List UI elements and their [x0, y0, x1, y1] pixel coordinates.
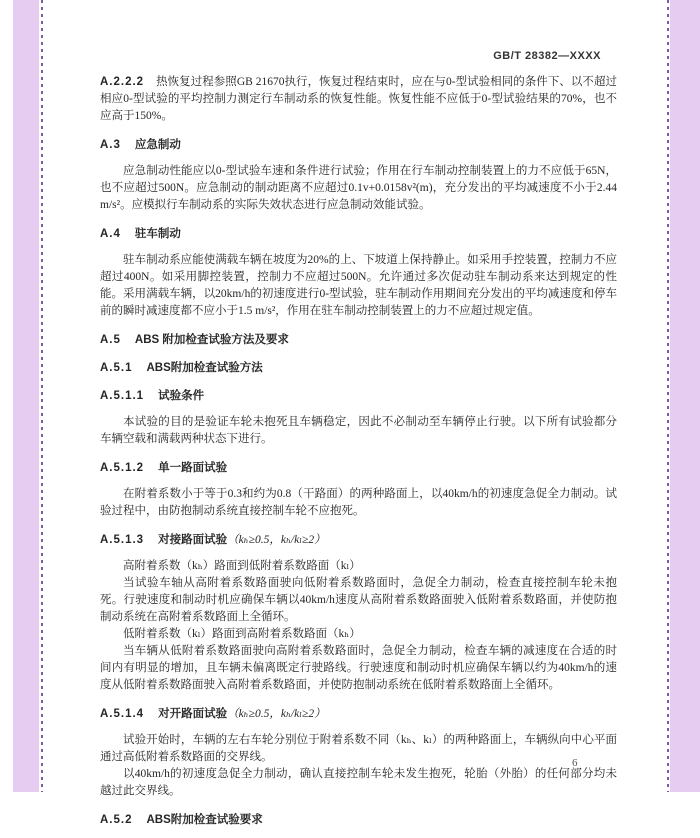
clause-number: A.5.1.1	[100, 390, 145, 402]
heading-title: 对接路面试验	[158, 534, 228, 546]
left-edge-band	[13, 0, 39, 792]
section-heading	[100, 813, 617, 828]
right-dashed-border	[667, 0, 669, 792]
paragraph: 应急制动性能应以0-型试验车速和条件进行试验；作用在行车制动控制装置上的力不应低于65N，也不应超过500N。应急制动的制动距离不应超过0.1v+0.0158v²(m)，充分发出的平均减速度不小于2.44 m/s²。应模拟行车制动系的实际失效状态进行应急制动效能试验。	[100, 165, 617, 211]
heading-formula: （kₕ≥0.5，kₕ/kₗ≥2）	[227, 708, 326, 720]
right-edge-band	[670, 0, 700, 792]
heading-title: 单一路面试验	[158, 462, 228, 474]
clause-number: A.4	[100, 228, 121, 240]
paragraph: 试验开始时，车辆的左右车轮分别位于附着系数不同（kₕ、kₗ）的两种路面上，车辆纵向中心平面通过高低附着系数路面的交界线。	[100, 734, 617, 763]
paragraph: 本试验的目的是验证车轮未抱死且车辆稳定，因此不必制动至车辆停止行驶。以下所有试验都分车辆空载和满载两种状态下进行。	[100, 416, 617, 445]
heading-title: ABS附加检查试验要求	[146, 814, 263, 826]
section-heading	[100, 533, 617, 548]
clause-number: A.5.1.3	[100, 534, 145, 546]
clause-number: A.5.1.2	[100, 462, 145, 474]
section-heading	[100, 138, 617, 153]
paragraph: 以40km/h的初速度急促全力制动，确认直接控制车轮未发生抱死，轮胎（外胎）的任何部分均未越过此交界线。	[100, 768, 617, 797]
heading-title: 试验条件	[158, 390, 205, 402]
page-content	[100, 50, 617, 838]
clause-number: A.2.2.2	[100, 76, 145, 88]
paragraph: 在附着系数小于等于0.3和约为0.8（干路面）的两种路面上，以40km/h的初速度急促全力制动。试验过程中，由防抱制动系统直接控制车轮不应抱死。	[100, 488, 617, 517]
heading-title: 应急制动	[134, 139, 181, 151]
section-heading	[100, 389, 617, 404]
paragraph: 低附着系数（kₗ）路面到高附着系数路面（kₕ）	[123, 628, 361, 640]
section-heading	[100, 227, 617, 242]
section-heading	[100, 461, 617, 476]
heading-title: ABS附加检查试验方法	[146, 362, 263, 374]
section-heading	[100, 361, 617, 376]
clause-number: A.5.1	[100, 362, 133, 374]
paragraph: 当试验车轴从高附着系数路面驶向低附着系数路面时，急促全力制动，检查直接控制车轮未抱死。行驶速度和制动时机应确保车辆以40km/h速度从高附着系数路面驶入低附着系数路面，并使防抱制动系统在高附着系数路面上全循环。	[100, 577, 617, 623]
clause-number: A.5	[100, 334, 121, 346]
heading-formula: （kₕ≥0.5，kₕ/kₗ≥2）	[227, 534, 326, 546]
clause-paragraph	[100, 74, 617, 125]
clause-text: 热恢复过程参照GB 21670执行，恢复过程结束时，应在与0-型试验相同的条件下、以不超过相应0-型试验的平均控制力测定行车制动系的恢复性能。恢复性能不应低于0-型试验结果的70%，也不应高于150%。	[100, 76, 617, 122]
left-dashed-border	[41, 0, 43, 792]
page-number: 6	[572, 757, 578, 769]
paragraph: 当车辆从低附着系数路面驶向高附着系数路面时，急促全力制动，检查车辆的减速度在合适的时间内有明显的增加，且车辆未偏离既定行驶路线。行驶速度和制动时机应确保车辆以约为40km/h的速度从低附着系数路面驶入高附着系数路面，并使防抱制动系统在低附着系数路面上全循环。	[100, 645, 617, 691]
heading-title: 对开路面试验	[158, 708, 228, 720]
section-heading	[100, 707, 617, 722]
heading-title: ABS 附加检查试验方法及要求	[134, 334, 289, 346]
paragraph: 高附着系数（kₕ）路面到低附着系数路面（kₗ）	[123, 560, 361, 572]
document-number-header: GB/T 28382—XXXX	[493, 50, 601, 62]
paragraph: 驻车制动系应能使满载车辆在坡度为20%的上、下坡道上保持静止。如采用手控装置，控制力不应超过400N。如采用脚控装置，控制力不应超过500N。允许通过多次促动驻车制动系来达到规定的性能。采用满载车辆，以20km/h的初速度进行0-型试验，驻车制动作用期间充分发出的平均减速度和停车前的瞬时减速度都不应小于1.5 m/s²，作用在驻车制动控制装置上的力不应超过规定值。	[100, 254, 617, 317]
clause-number: A.5.2	[100, 814, 133, 826]
section-heading	[100, 333, 617, 348]
clause-number: A.5.1.4	[100, 708, 145, 720]
heading-title: 驻车制动	[134, 228, 181, 240]
clause-number: A.3	[100, 139, 121, 151]
